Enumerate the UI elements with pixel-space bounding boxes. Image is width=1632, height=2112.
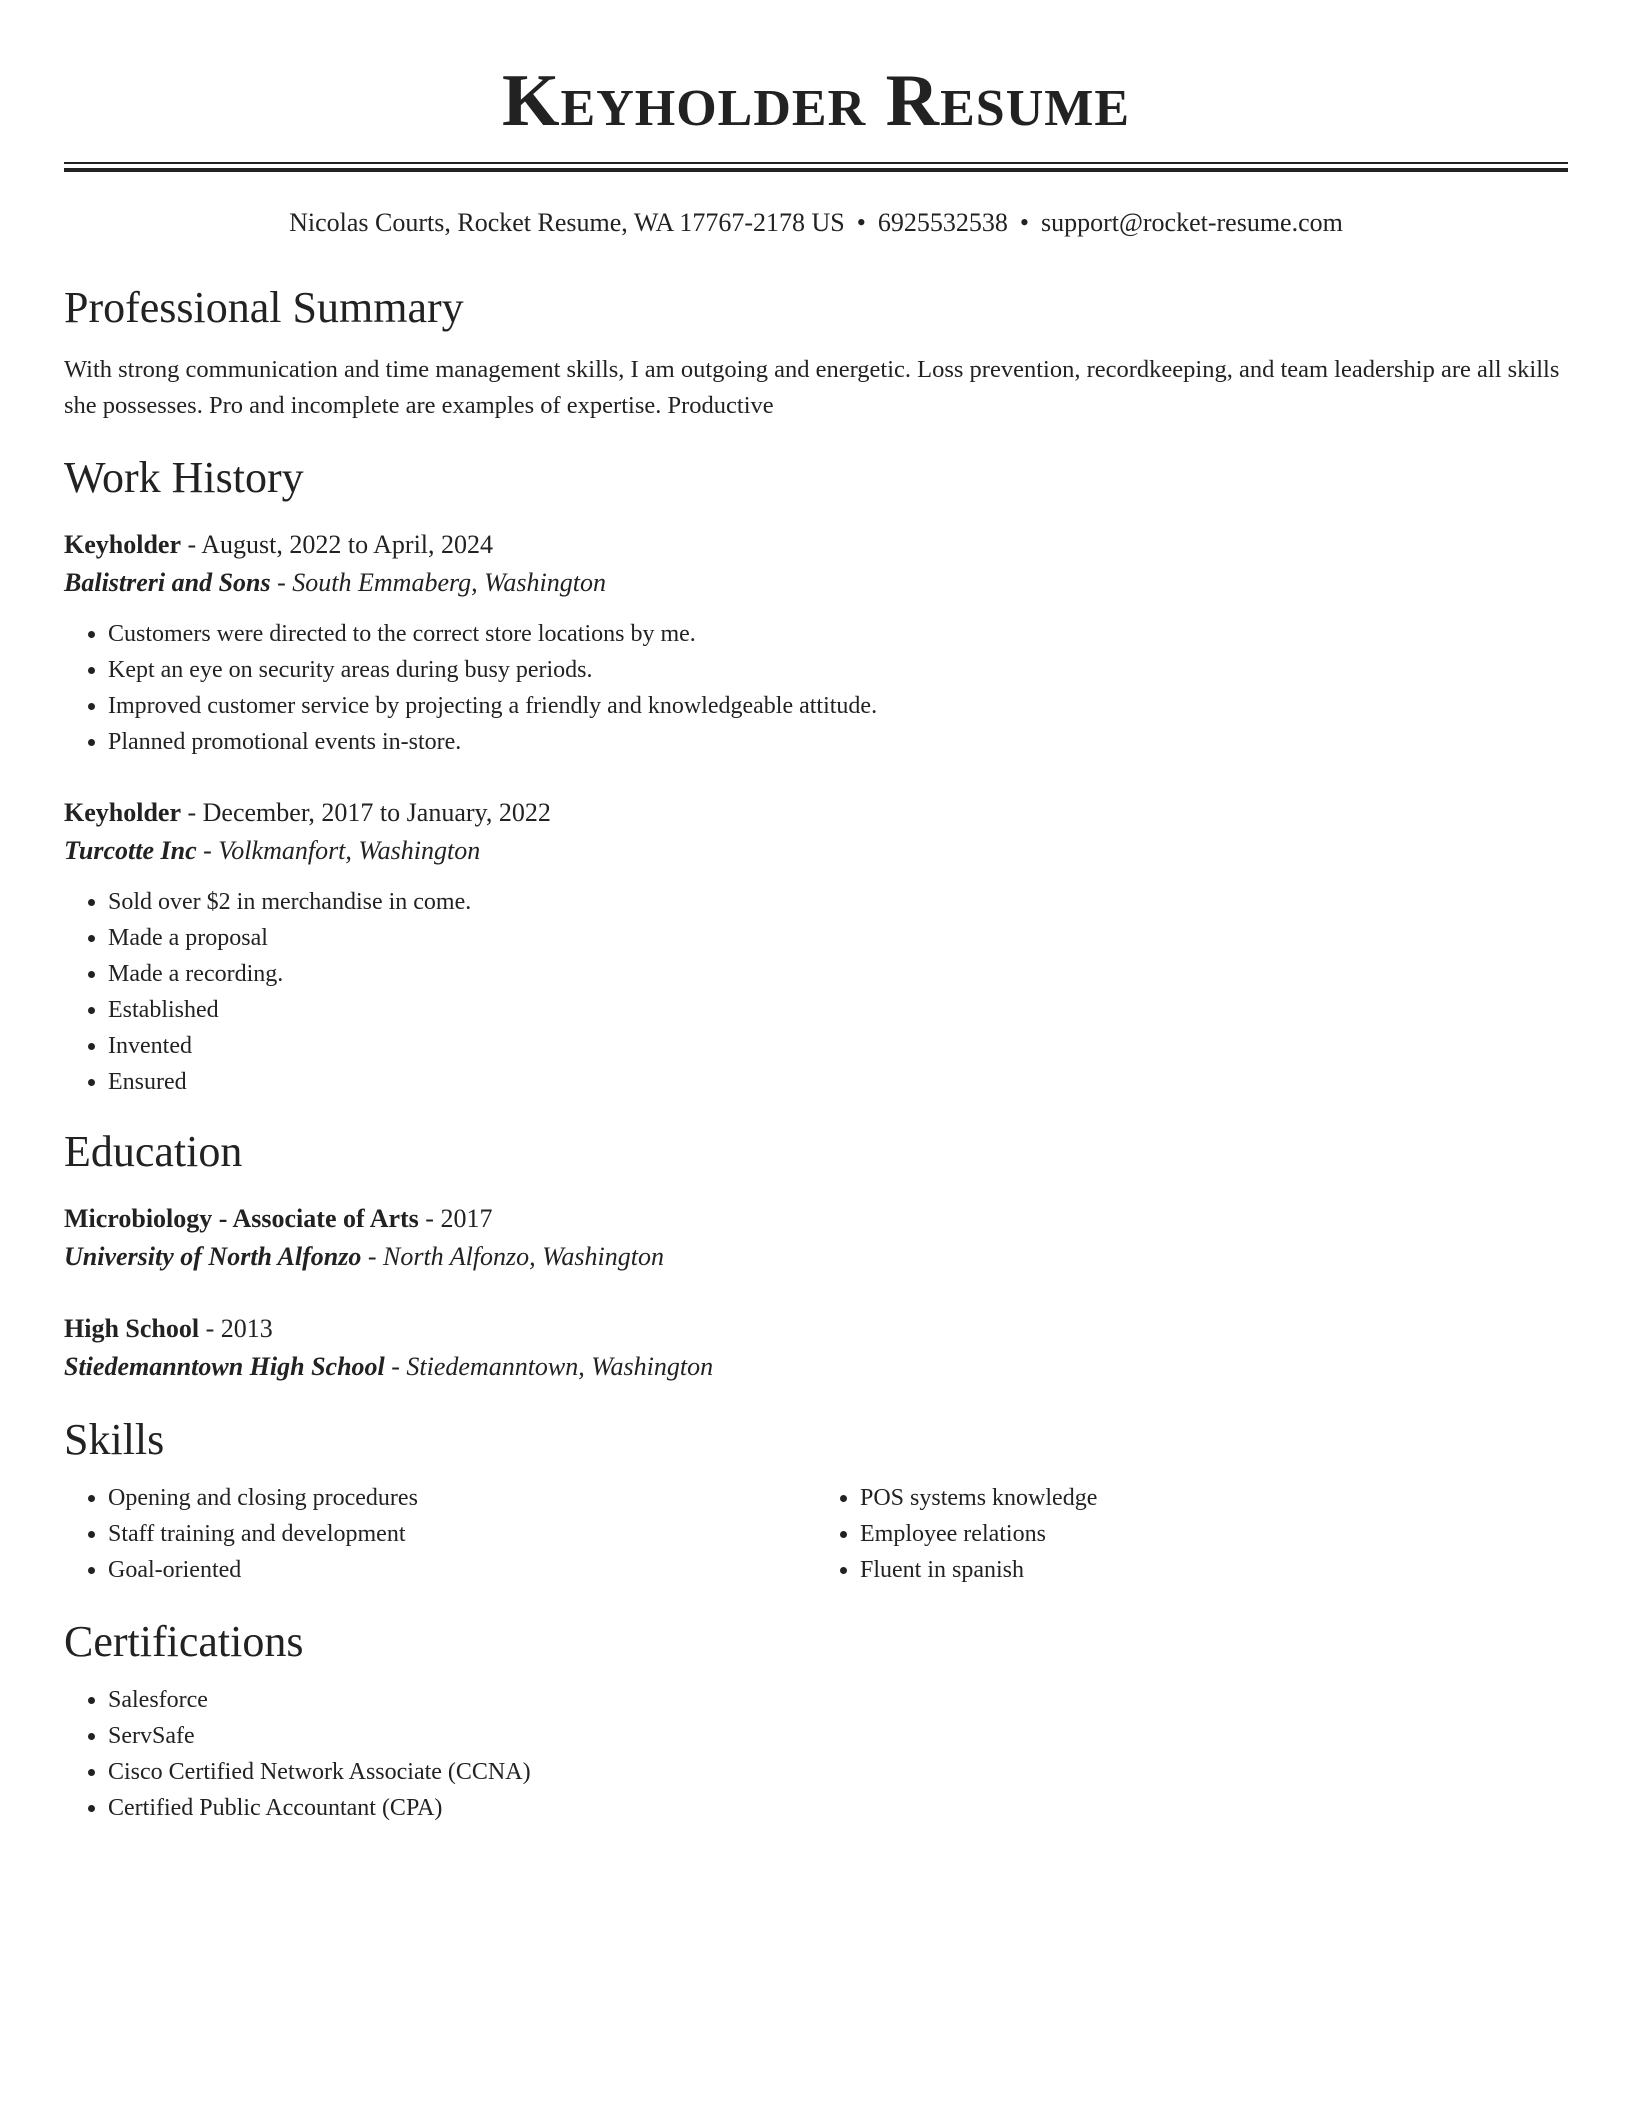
work-history-heading: Work History [64, 453, 304, 502]
list-item: • Ensured [108, 1064, 1568, 1100]
job-header [64, 794, 1568, 832]
education-header [64, 1310, 1568, 1348]
list-item: • Planned promotional events in-store. [108, 724, 1568, 760]
list-item: • Fluent in spanish [860, 1552, 1568, 1588]
skills-list-left [64, 1480, 816, 1588]
summary-section [64, 282, 1568, 424]
list-item: • Improved customer service by projecting a friendly and knowledgeable attitude. [108, 688, 1568, 724]
list-item: • Salesforce [108, 1682, 1568, 1718]
skills-heading: Skills [64, 1415, 165, 1464]
education-degree: Microbiology - Associate of Arts [64, 1204, 419, 1233]
job-bullet-list [64, 616, 1568, 760]
list-item: • ServSafe [108, 1718, 1568, 1754]
education-location: - Stiedemanntown, Washington [384, 1352, 714, 1381]
job-title: Keyholder [64, 530, 181, 559]
job-title: Keyholder [64, 798, 181, 827]
education-location: - North Alfonzo, Washington [361, 1242, 664, 1271]
certifications-heading: Certifications [64, 1617, 304, 1666]
education-institution [64, 1238, 1568, 1276]
contact-phone: 6925532538 [877, 208, 1008, 237]
list-item: • Goal-oriented [108, 1552, 816, 1588]
job-company: Balistreri and Sons [64, 568, 271, 597]
contact-separator: • [1019, 208, 1029, 237]
job-header [64, 526, 1568, 564]
education-year: - 2017 [418, 1204, 493, 1233]
job-dates: - December, 2017 to January, 2022 [181, 798, 551, 827]
list-item: • Certified Public Accountant (CPA) [108, 1790, 1568, 1826]
contact-email: support@rocket-resume.com [1040, 208, 1343, 237]
job-entry [64, 526, 1568, 760]
job-employer [64, 832, 1568, 870]
resume-title: Keyholder Resume [501, 60, 1131, 142]
list-item: • Made a recording. [108, 956, 1568, 992]
job-dates: - August, 2022 to April, 2024 [181, 530, 494, 559]
list-item: • Kept an eye on security areas during busy periods. [108, 652, 1568, 688]
list-item: • Established [108, 992, 1568, 1028]
list-item: • Invented [108, 1028, 1568, 1064]
education-institution [64, 1348, 1568, 1386]
skills-grid [64, 1480, 1568, 1588]
contact-line [64, 206, 1568, 240]
list-item: • Customers were directed to the correct store locations by me. [108, 616, 1568, 652]
summary-heading: Professional Summary [64, 283, 464, 332]
education-entry [64, 1310, 1568, 1386]
job-entry [64, 794, 1568, 1100]
education-year: - 2013 [199, 1314, 273, 1343]
list-item: • Cisco Certified Network Associate (CCNA) [108, 1754, 1568, 1790]
job-location: - Volkmanfort, Washington [196, 836, 481, 865]
job-location: - South Emmaberg, Washington [270, 568, 606, 597]
list-item: • Staff training and development [108, 1516, 816, 1552]
skills-list-right [816, 1480, 1568, 1588]
title-divider [64, 162, 1568, 172]
certifications-list [64, 1682, 1568, 1826]
work-history-section [64, 452, 1568, 1100]
education-heading: Education [64, 1127, 243, 1176]
certifications-section [64, 1616, 1568, 1826]
education-school: Stiedemanntown High School [64, 1352, 385, 1381]
skills-section [64, 1414, 1568, 1588]
contact-address: Nicolas Courts, Rocket Resume, WA 17767-2178 US [289, 208, 845, 237]
list-item: • Opening and closing procedures [108, 1480, 816, 1516]
contact-separator: • [856, 208, 866, 237]
job-employer [64, 564, 1568, 602]
education-entry [64, 1200, 1568, 1276]
education-header [64, 1200, 1568, 1238]
job-company: Turcotte Inc [64, 836, 197, 865]
education-school: University of North Alfonzo [64, 1242, 362, 1271]
job-bullet-list [64, 884, 1568, 1100]
list-item: • Sold over $2 in merchandise in come. [108, 884, 1568, 920]
list-item: • Employee relations [860, 1516, 1568, 1552]
list-item: • Made a proposal [108, 920, 1568, 956]
education-degree: High School [64, 1314, 200, 1343]
summary-text: With strong communication and time management skills, I am outgoing and energetic. Loss prevention, recordkeeping, and team leadership are all skills she possesses. Pro and incomplete are examples of expertise. Productive [64, 356, 1560, 419]
list-item: • POS systems knowledge [860, 1480, 1568, 1516]
education-section [64, 1126, 1568, 1386]
